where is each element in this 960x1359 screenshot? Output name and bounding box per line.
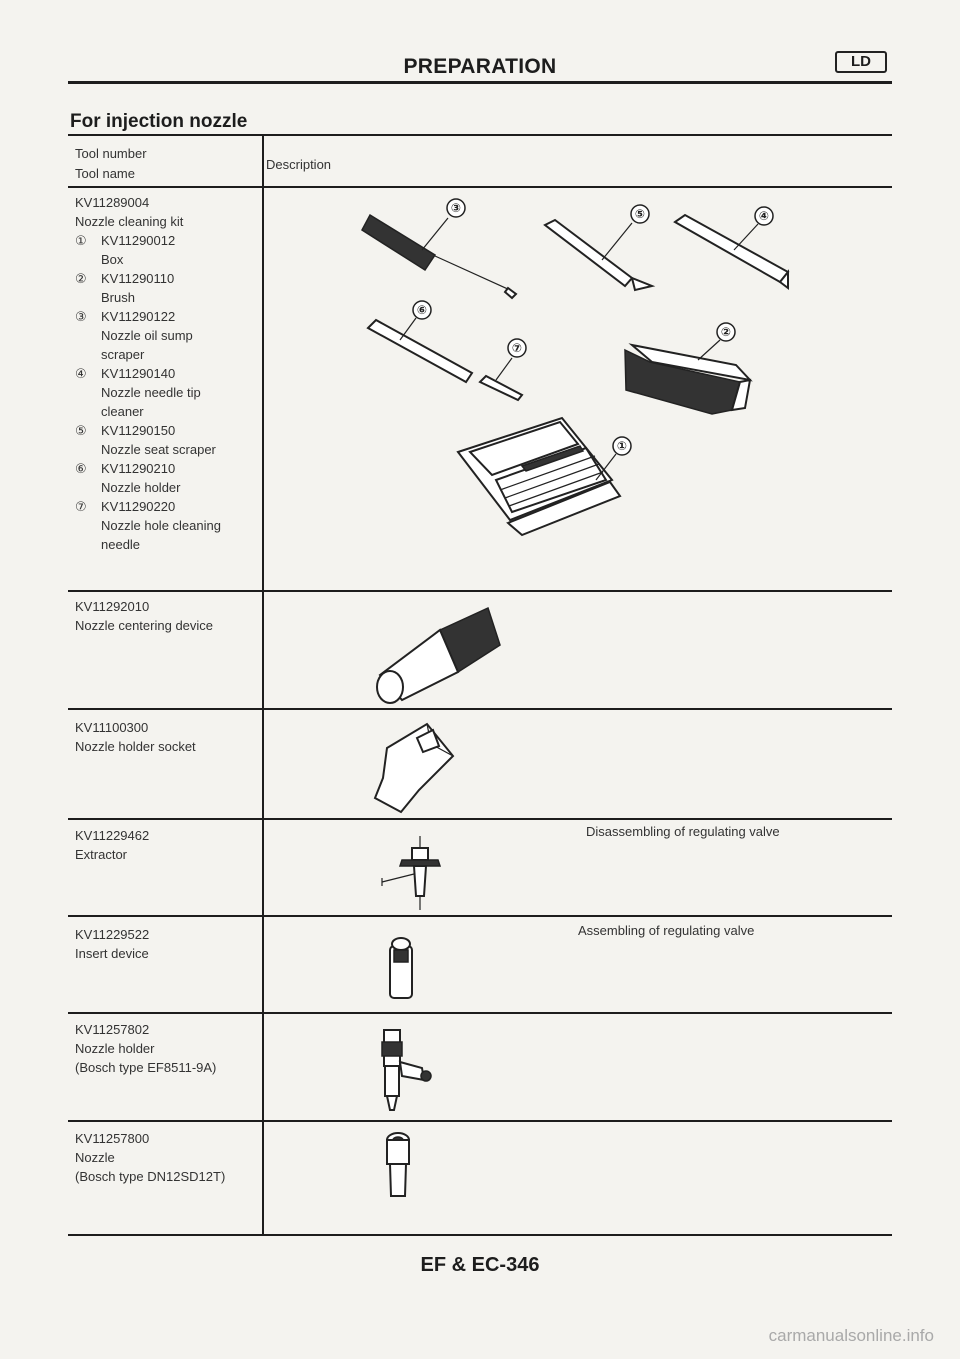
section-rule [68, 134, 892, 136]
item-name: Nozzle needle tip [101, 385, 201, 400]
header-rule [68, 186, 892, 188]
section-title: For injection nozzle [70, 111, 248, 132]
item-name: Nozzle oil sump [101, 328, 193, 343]
tool-number: KV11100300 [75, 720, 149, 735]
needle-tip-cleaner-drawing [675, 215, 788, 288]
oil-sump-scraper-drawing [362, 215, 516, 298]
item-number: ① [75, 233, 87, 248]
tool-name: Nozzle holder socket [75, 739, 196, 754]
item-number: ③ [75, 309, 87, 324]
title-rule [68, 81, 892, 84]
item-code: KV11290012 [101, 233, 176, 248]
callout-label: ④ [758, 209, 770, 223]
row-extractor-description: Disassembling of regulating valve [586, 824, 780, 839]
tool-number: KV11229522 [75, 927, 150, 942]
item-name: cleaner [101, 404, 144, 419]
row-bosch-nozzle-text [75, 1129, 225, 1186]
item-name: scraper [101, 347, 145, 362]
row-holder-socket-text [75, 718, 196, 756]
kit-item [75, 459, 221, 497]
bosch-nozzle-illustration [378, 1130, 418, 1202]
tool-number: KV11229462 [75, 828, 150, 843]
tool-name: (Bosch type EF8511-9A) [75, 1060, 217, 1075]
bosch-nozzle-holder-illustration [372, 1022, 442, 1114]
row-rule [68, 708, 892, 710]
tool-number: KV11257800 [75, 1131, 150, 1146]
tool-name: Nozzle centering device [75, 618, 214, 633]
watermark: carmanualsonline.info [768, 1326, 934, 1345]
box-drawing [458, 418, 620, 535]
kit-item [75, 421, 221, 459]
tool-number: KV11257802 [75, 1022, 150, 1037]
page-title: PREPARATION [403, 55, 557, 78]
row-rule [68, 1012, 892, 1014]
item-code: KV11290122 [101, 309, 176, 324]
kit-item [75, 364, 221, 421]
item-number: ⑥ [75, 461, 87, 476]
item-number: ② [75, 271, 87, 286]
row-centering-device-text [75, 597, 213, 635]
callout-label: ② [720, 325, 732, 339]
item-number: ⑦ [75, 499, 87, 514]
callout-label: ⑦ [511, 341, 523, 355]
tool-name: Nozzle [75, 1150, 115, 1165]
kit-item [75, 497, 221, 554]
callout-label: ① [616, 439, 628, 453]
row-rule [68, 590, 892, 592]
engine-badge: LD [835, 51, 887, 73]
item-name: Nozzle seat scraper [101, 442, 216, 457]
callout-label: ⑤ [634, 207, 646, 221]
callout-label: ③ [450, 201, 462, 215]
header-description: Description [266, 157, 332, 172]
tool-number: KV11289004 [75, 195, 150, 210]
kit-item [75, 269, 221, 307]
callout-leader [698, 340, 720, 360]
table-bottom-rule [68, 1234, 892, 1236]
kit-item [75, 231, 221, 269]
tool-name: Insert device [75, 946, 149, 961]
kit-item [75, 307, 221, 364]
row-rule [68, 1120, 892, 1122]
row-insert-device-text [75, 925, 149, 963]
row-rule [68, 915, 892, 917]
item-code: KV11290140 [101, 366, 176, 381]
callout-leader [422, 218, 448, 250]
row-insert-device-description: Assembling of regulating valve [578, 923, 755, 938]
nozzle-cleaning-kit-illustration [340, 190, 800, 585]
callout-leader [496, 358, 512, 380]
nozzle-holder-drawing [368, 320, 472, 382]
item-name: needle [101, 537, 141, 552]
row-rule [68, 818, 892, 820]
callout-label: ⑥ [416, 303, 428, 317]
callout-leader [734, 224, 758, 250]
tool-name: Nozzle cleaning kit [75, 214, 184, 229]
item-name: Nozzle hole cleaning [101, 518, 221, 533]
header-tool-number: Tool number [75, 146, 147, 161]
item-code: KV11290150 [101, 423, 176, 438]
row-bosch-holder-text [75, 1020, 216, 1077]
row-extractor-text [75, 826, 149, 864]
item-code: KV11290110 [101, 271, 175, 286]
item-number: ⑤ [75, 423, 87, 438]
holder-socket-illustration [355, 718, 465, 816]
column-divider [262, 136, 264, 1234]
insert-device-illustration [382, 932, 422, 1002]
hole-cleaning-needle-drawing [480, 376, 522, 400]
extractor-illustration [378, 832, 468, 914]
header-tool-name: Tool name [75, 166, 135, 181]
tool-number: KV11292010 [75, 599, 150, 614]
centering-device-illustration [370, 600, 520, 705]
tool-name: (Bosch type DN12SD12T) [75, 1169, 226, 1184]
brush-drawing [625, 345, 750, 414]
page-number: EF & EC-346 [420, 1254, 540, 1276]
tool-name: Extractor [75, 847, 128, 862]
item-number: ④ [75, 366, 87, 381]
seat-scraper-drawing [545, 220, 652, 290]
row-kit-text [75, 193, 221, 554]
item-name: Nozzle holder [101, 480, 181, 495]
item-code: KV11290220 [101, 499, 176, 514]
item-name: Brush [101, 290, 135, 305]
callout-leader [602, 223, 632, 260]
tool-name: Nozzle holder [75, 1041, 155, 1056]
item-code: KV11290210 [101, 461, 176, 476]
item-name: Box [101, 252, 124, 267]
